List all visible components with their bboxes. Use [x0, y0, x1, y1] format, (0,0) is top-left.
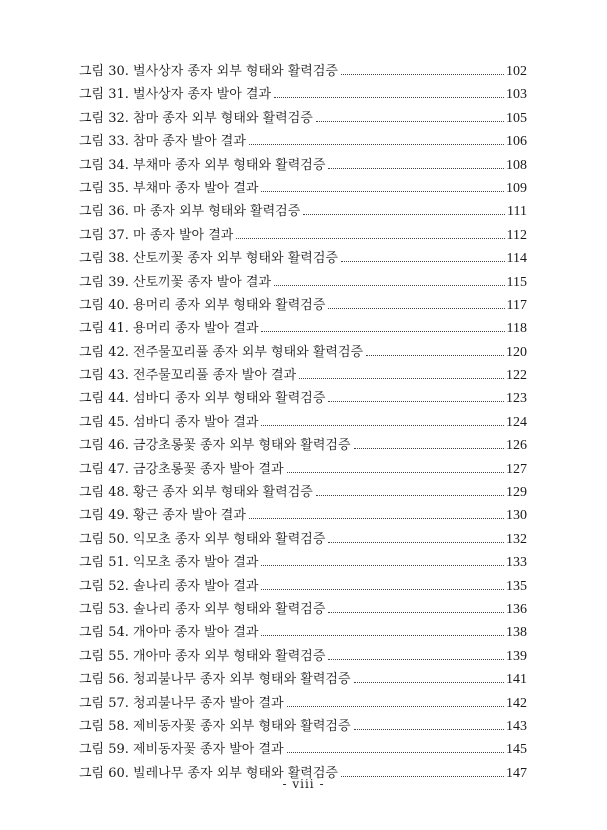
toc-entry-page-number: 129 [506, 485, 527, 501]
toc-entry-page-number: 142 [506, 695, 527, 711]
toc-entry-label: 그림 49. 황근 종자 발아 결과 [79, 508, 246, 524]
toc-entry [79, 387, 527, 410]
toc-entry-page-number: 103 [506, 87, 527, 103]
toc-entry [79, 317, 527, 340]
toc-entry-page-number: 147 [506, 765, 527, 781]
toc-entry-label: 그림 47. 금강초롱꽃 종자 발아 결과 [79, 461, 284, 477]
toc-entry [79, 551, 527, 574]
toc-entry-page-number: 122 [506, 368, 527, 384]
dot-leader [261, 425, 504, 426]
table-of-figures [79, 60, 527, 785]
toc-entry [79, 645, 527, 668]
toc-entry [79, 130, 527, 153]
toc-entry-label: 그림 45. 섬바디 종자 발아 결과 [79, 414, 259, 430]
toc-entry-label: 그림 50. 익모초 종자 외부 형태와 활력검증 [79, 531, 326, 547]
dot-leader [328, 308, 504, 309]
toc-entry-page-number: 106 [506, 134, 527, 150]
toc-entry-page-number: 127 [506, 461, 527, 477]
toc-entry [79, 247, 527, 270]
dot-leader [354, 448, 504, 449]
dot-leader [249, 518, 504, 519]
dot-leader [316, 495, 504, 496]
toc-entry-label: 그림 35. 부채마 종자 발아 결과 [79, 180, 259, 196]
toc-entry-page-number: 111 [507, 204, 527, 220]
toc-entry [79, 458, 527, 481]
toc-entry [79, 83, 527, 106]
toc-entry-label: 그림 37. 마 종자 발아 결과 [79, 227, 234, 243]
toc-entry [79, 271, 527, 294]
dot-leader [261, 565, 504, 566]
toc-entry-label: 그림 44. 섬바디 종자 외부 형태와 활력검증 [79, 391, 326, 407]
toc-entry [79, 364, 527, 387]
toc-entry-page-number: 114 [506, 251, 527, 267]
toc-entry [79, 60, 527, 83]
toc-entry-page-number: 112 [506, 227, 527, 243]
toc-entry [79, 692, 527, 715]
toc-entry-label: 그림 58. 제비동자꽃 종자 외부 형태와 활력검증 [79, 718, 351, 734]
toc-entry-label: 그림 36. 마 종자 외부 형태와 활력검증 [79, 204, 301, 220]
toc-entry-page-number: 135 [506, 578, 527, 594]
toc-entry [79, 294, 527, 317]
dot-leader [236, 238, 504, 239]
toc-entry-page-number: 117 [506, 297, 527, 313]
dot-leader [287, 752, 504, 753]
toc-entry [79, 411, 527, 434]
dot-leader [341, 74, 504, 75]
toc-entry-label: 그림 32. 참마 종자 외부 형태와 활력검증 [79, 110, 313, 126]
toc-entry-label: 그림 57. 청괴불나무 종자 발아 결과 [79, 695, 284, 711]
dot-leader [261, 191, 504, 192]
toc-entry-label: 그림 46. 금강초롱꽃 종자 외부 형태와 활력검증 [79, 438, 351, 454]
dot-leader [303, 214, 505, 215]
toc-entry-label: 그림 41. 용머리 종자 발아 결과 [79, 321, 259, 337]
toc-entry-page-number: 139 [506, 648, 527, 664]
toc-entry [79, 177, 527, 200]
dot-leader [328, 542, 504, 543]
toc-entry-page-number: 133 [506, 555, 527, 571]
toc-entry [79, 715, 527, 738]
toc-entry [79, 738, 527, 761]
toc-entry-label: 그림 56. 청괴불나무 종자 외부 형태와 활력검증 [79, 672, 351, 688]
toc-entry-page-number: 143 [506, 718, 527, 734]
toc-entry-label: 그림 54. 개아마 종자 발아 결과 [79, 625, 259, 641]
dot-leader [261, 635, 504, 636]
dot-leader [261, 331, 504, 332]
dot-leader [354, 729, 504, 730]
toc-entry [79, 598, 527, 621]
toc-entry-page-number: 145 [506, 742, 527, 758]
toc-entry-page-number: 118 [506, 321, 527, 337]
toc-entry [79, 481, 527, 504]
toc-entry [79, 621, 527, 644]
toc-entry-label: 그림 52. 솔나리 종자 발아 결과 [79, 578, 259, 594]
toc-entry-page-number: 132 [506, 531, 527, 547]
dot-leader [274, 97, 504, 98]
toc-entry-page-number: 138 [506, 625, 527, 641]
toc-entry-page-number: 124 [506, 414, 527, 430]
toc-entry-page-number: 126 [506, 438, 527, 454]
dot-leader [287, 472, 504, 473]
dot-leader [328, 401, 504, 402]
toc-entry-page-number: 123 [506, 391, 527, 407]
page-number: - viii - [282, 777, 325, 791]
toc-entry-page-number: 115 [506, 274, 527, 290]
dot-leader [341, 261, 505, 262]
toc-entry-label: 그림 30. 벌사상자 종자 외부 형태와 활력검증 [79, 64, 338, 79]
dot-leader [299, 378, 504, 379]
toc-entry-label: 그림 53. 솔나리 종자 외부 형태와 활력검증 [79, 601, 326, 617]
toc-entry-label: 그림 48. 황근 종자 외부 형태와 활력검증 [79, 485, 313, 501]
toc-entry-page-number: 102 [506, 64, 527, 79]
toc-entry-page-number: 136 [506, 601, 527, 617]
dot-leader [249, 144, 504, 145]
toc-entry-page-number: 141 [506, 672, 527, 688]
toc-entry-page-number: 105 [506, 110, 527, 126]
toc-entry-label: 그림 51. 익모초 종자 발아 결과 [79, 555, 259, 571]
dot-leader [274, 285, 504, 286]
dot-leader [366, 355, 504, 356]
toc-entry-page-number: 120 [506, 344, 527, 360]
toc-entry [79, 224, 527, 247]
dot-leader [328, 168, 504, 169]
toc-entry [79, 504, 527, 527]
toc-entry [79, 528, 527, 551]
toc-entry [79, 107, 527, 130]
toc-entry-label: 그림 59. 제비동자꽃 종자 발아 결과 [79, 742, 284, 758]
dot-leader [261, 589, 504, 590]
toc-entry-label: 그림 60. 빌레나무 종자 외부 형태와 활력검증 [79, 765, 338, 781]
toc-entry [79, 341, 527, 364]
toc-entry [79, 200, 527, 223]
toc-entry-label: 그림 42. 전주물꼬리풀 종자 외부 형태와 활력검증 [79, 344, 364, 360]
toc-entry-page-number: 130 [506, 508, 527, 524]
toc-entry [79, 668, 527, 691]
dot-leader [328, 612, 504, 613]
dot-leader [354, 682, 504, 683]
toc-entry-label: 그림 40. 용머리 종자 외부 형태와 활력검증 [79, 297, 326, 313]
toc-entry [79, 434, 527, 457]
toc-entry-label: 그림 31. 벌사상자 종자 발아 결과 [79, 87, 272, 103]
toc-entry [79, 154, 527, 177]
toc-entry-label: 그림 33. 참마 종자 발아 결과 [79, 134, 246, 150]
dot-leader [287, 706, 504, 707]
toc-entry-label: 그림 34. 부채마 종자 외부 형태와 활력검증 [79, 157, 326, 173]
toc-entry-page-number: 108 [506, 157, 527, 173]
dot-leader [328, 659, 504, 660]
toc-entry-label: 그림 55. 개아마 종자 외부 형태와 활력검증 [79, 648, 326, 664]
toc-entry-label: 그림 39. 산토끼꽃 종자 발아 결과 [79, 274, 272, 290]
toc-entry-page-number: 109 [506, 180, 527, 196]
dot-leader [316, 121, 504, 122]
toc-entry-label: 그림 43. 전주물꼬리풀 종자 발아 결과 [79, 368, 297, 384]
toc-entry-label: 그림 38. 산토끼꽃 종자 외부 형태와 활력검증 [79, 251, 338, 267]
toc-entry [79, 575, 527, 598]
